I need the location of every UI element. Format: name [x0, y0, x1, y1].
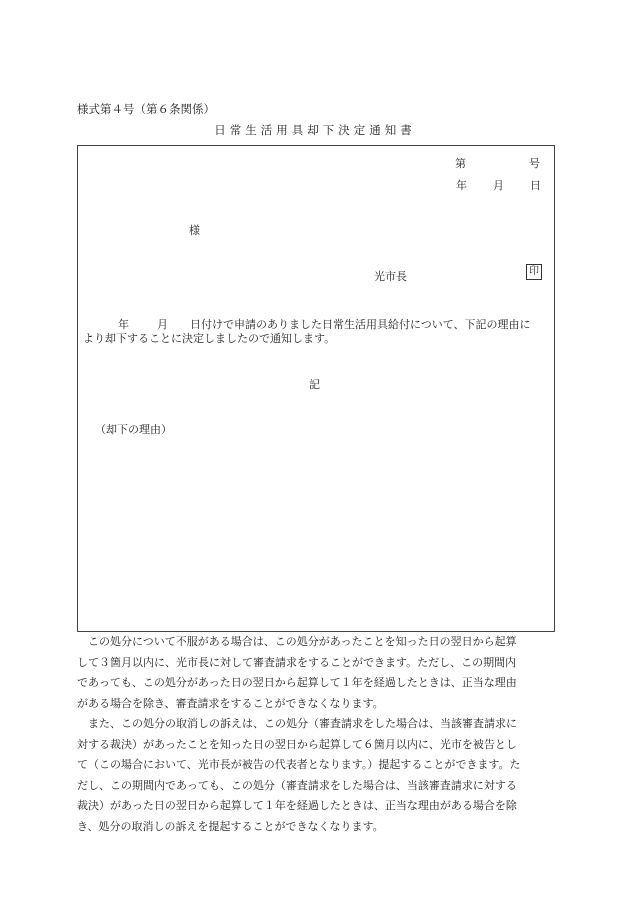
seal-mark: 印	[526, 264, 542, 280]
ki-heading: 記	[309, 378, 320, 391]
body-month: 月	[157, 318, 168, 331]
paragraph-line: て（この場合において、光市長が被告の代表者となります。）提起することができます。た	[77, 758, 521, 771]
paragraph-line: して３箇月以内に、光市長に対して審査請求をすることができます。ただし、この期間内	[77, 655, 517, 669]
addressee-suffix: 様	[189, 224, 200, 237]
issuer: 光市長	[374, 270, 407, 283]
number-prefix: 第	[455, 157, 466, 170]
date-day: 日	[530, 179, 541, 192]
paragraph-line: がある場合を除き、審査請求をすることができなくなります。	[77, 696, 384, 710]
paragraph-line: だし、この期間内であっても、この処分（審査請求をした場合は、当該審査請求に対する	[77, 778, 517, 792]
lawsuit-paragraph	[77, 714, 555, 837]
body-line-2: より却下することに決定しましたので通知します。	[83, 332, 336, 345]
reason-label: （却下の理由）	[95, 423, 172, 436]
date-month: 月	[493, 179, 504, 192]
number-suffix: 号	[529, 157, 540, 170]
date-year: 年	[456, 179, 467, 192]
paragraph-line: き、処分の取消しの訴えを提起することができなくなります。	[77, 819, 384, 833]
paragraph-line: この処分について不服がある場合は、この処分があったことを知った日の翌日から起算	[77, 635, 517, 648]
document-title: 日常生活用具却下決定通知書	[214, 123, 416, 137]
body-year: 年	[118, 318, 129, 331]
paragraph-line: 対する裁決）があったことを知った日の翌日から起算して６箇月以内に、光市を被告とし	[77, 737, 517, 751]
paragraph-line: 裁決）があった日の翌日から起算して１年を経過したときは、正当な理由がある場合を除	[77, 799, 517, 812]
paragraph-line: であっても、この処分があった日の翌日から起算して１年を経過したときは、正当な理由	[77, 676, 517, 689]
paragraph-line: また、この処分の取消しの訴えは、この処分（審査請求をした場合は、当該審査請求に	[77, 717, 517, 730]
form-label: 様式第４号（第６条関係）	[77, 102, 215, 116]
appeal-paragraph	[77, 632, 555, 714]
body-line-1-text: 日付けで申請のありました日常生活用具給付について、下記の理由に	[190, 318, 531, 331]
